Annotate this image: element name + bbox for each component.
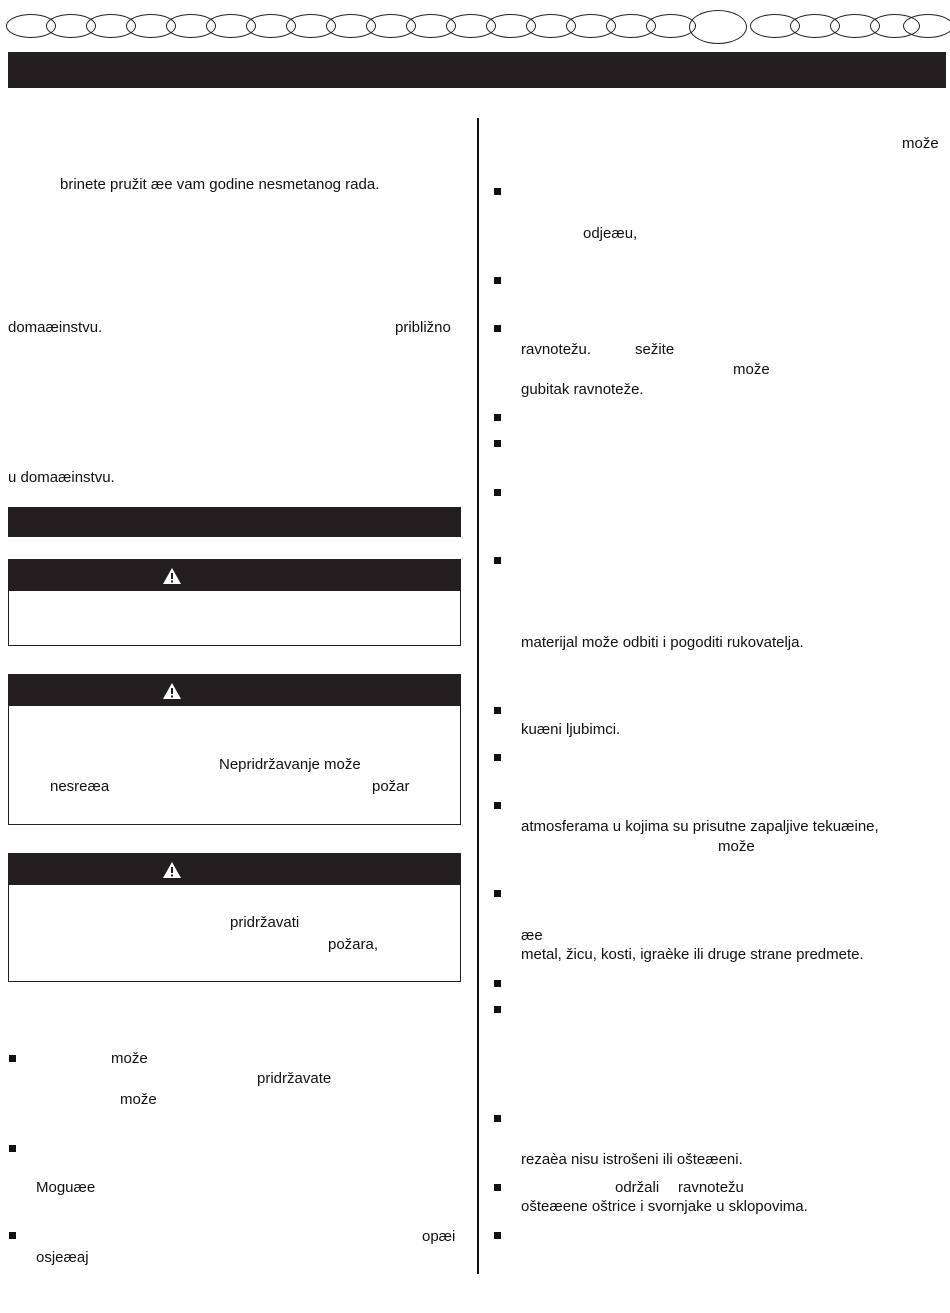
bullet-text: ravnotežu. (521, 341, 592, 358)
bullet-icon (494, 707, 501, 714)
bullet-text: opæi (422, 1228, 456, 1245)
bullet-text: atmosferama u kojima su prisutne zapaljive tekuæine, (521, 818, 879, 835)
header-bar (8, 52, 946, 88)
bullet-text: održali (615, 1179, 660, 1196)
bullet-text: metal, žicu, kosti, igraèke ili druge strane predmete. (521, 946, 864, 963)
bullet-text: osjeæaj (36, 1249, 89, 1266)
bullet-icon (494, 557, 501, 564)
bullet-icon (494, 980, 501, 987)
warning-triangle-icon (162, 682, 182, 700)
intro-text: približno (395, 319, 451, 336)
warning-text: nesreæa (50, 778, 110, 795)
warning-triangle-icon (162, 861, 182, 879)
bullet-text: æe (521, 927, 543, 944)
bullet-text: sežite (635, 341, 675, 358)
warning-text: pridržavati (230, 914, 300, 931)
section-header-bar (8, 507, 461, 537)
warning-text: Nepridržavanje može (219, 756, 361, 773)
bullet-icon (9, 1055, 16, 1062)
warning-text: požara, (328, 936, 379, 953)
bullet-icon (494, 277, 501, 284)
bullet-text: ravnotežu (678, 1179, 744, 1196)
bullet-icon (494, 1115, 501, 1122)
bullet-text: Moguæe (36, 1179, 96, 1196)
bullet-icon (9, 1232, 16, 1239)
bullet-icon (494, 890, 501, 897)
language-oval-active (689, 10, 747, 44)
bullet-icon (494, 489, 501, 496)
intro-text: u domaæinstvu. (8, 469, 115, 486)
bullet-text: može (733, 361, 770, 378)
column-divider (477, 118, 479, 1274)
header-ovals (6, 10, 946, 44)
bullet-icon (9, 1145, 16, 1152)
warning-text: požar (372, 778, 410, 795)
bullet-icon (494, 1184, 501, 1191)
warning-header (9, 854, 460, 885)
warning-header (9, 675, 460, 706)
bullet-text: odjeæu, (583, 225, 638, 242)
language-oval (903, 14, 950, 38)
bullet-text: materijal može odbiti i pogoditi rukovatelja. (521, 634, 804, 651)
bullet-text: može (111, 1050, 148, 1067)
bullet-icon (494, 188, 501, 195)
bullet-text: kuæni ljubimci. (521, 721, 621, 738)
bullet-icon (494, 1006, 501, 1013)
warning-box (8, 674, 461, 825)
body-text: može (902, 135, 939, 152)
warning-header (9, 560, 460, 591)
warning-box (8, 559, 461, 646)
bullet-text: pridržavate (257, 1070, 332, 1087)
bullet-text: ošteæene oštrice i svornjake u sklopovima. (521, 1198, 808, 1215)
intro-text: domaæinstvu. (8, 319, 103, 336)
intro-text: brinete pružit æe vam godine nesmetanog rada. (60, 176, 380, 193)
bullet-icon (494, 414, 501, 421)
bullet-text: rezaèa nisu istrošeni ili ošteæeni. (521, 1151, 743, 1168)
bullet-icon (494, 754, 501, 761)
bullet-icon (494, 802, 501, 809)
warning-triangle-icon (162, 567, 182, 585)
bullet-text: može (120, 1091, 157, 1108)
bullet-icon (494, 440, 501, 447)
bullet-icon (494, 1232, 501, 1239)
bullet-icon (494, 325, 501, 332)
bullet-text: može (718, 838, 755, 855)
bullet-text: gubitak ravnoteže. (521, 381, 644, 398)
